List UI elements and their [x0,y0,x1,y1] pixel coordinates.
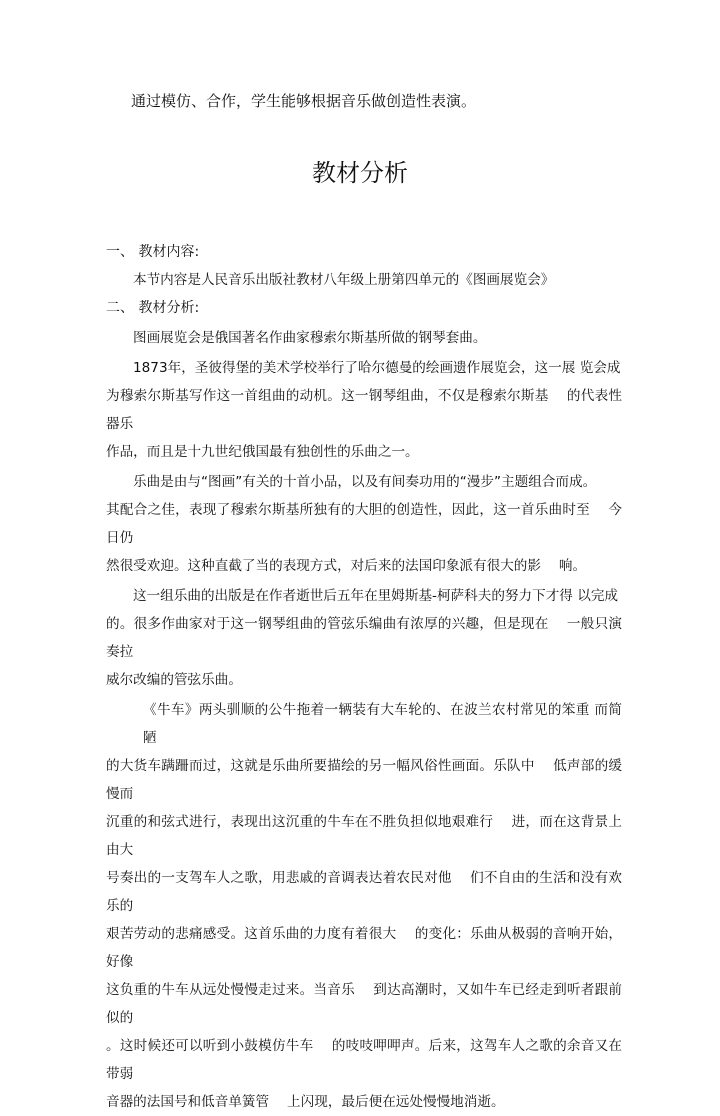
paragraph-line: 这负重的牛车从远处慢慢走过来。当音乐 到达高潮时，又如牛车已经走到听者跟前似的 [106,982,622,1026]
paragraph-line: 本节内容是人民音乐出版社教材八年级上册第四单元的《图画展览会》 [133,272,555,288]
document-body [106,238,622,1116]
paragraph-line: 作品，而且是十九世纪俄国最有独创性的乐曲之一。 [106,444,419,460]
paragraph-line: 其配合之佳，表现了穆索尔斯基所独有的大胆的创造性，因此，这一首乐曲时至 今日仍 [106,502,622,546]
paragraph-line: 乐曲是由与“图画”有关的十首小品，以及有间奏功用的“漫步”主题组合而成。 [133,474,597,490]
paragraph-line: 。这时候还可以听到小鼓模仿牛车 的吱吱呷呷声。后来，这驾车人之歌的余音又在带弱 [106,1038,622,1082]
paragraph-line: 沉重的和弦式进行，表现出这沉重的牛车在不胜负担似地艰难行 进，而在这背景上由大 [106,814,622,858]
intro-text: 通过模仿、合作，学生能够根据音乐做创造性表演。 [131,92,477,110]
paragraph-line: 图画展览会是俄国著名作曲家穆索尔斯基所做的钢琴套曲。 [133,330,487,346]
paragraph-line: 然很受欢迎。这种直截了当的表现方式，对后来的法国印象派有很大的影 响。 [106,558,587,574]
page-title: 教材分析 [312,159,408,187]
paragraph-line: 1873年，圣彼得堡的美术学校举行了哈尔德曼的绘画遗作展览会，这一展 览会成 [133,360,621,376]
section-heading-analysis: 二、 教材分析: [106,300,200,316]
paragraph-line: 这一组乐曲的出版是在作者逝世后五年在里姆斯基-柯萨科夫的努力下才得 以完成 [133,588,619,604]
paragraph-line: 的大货车蹒跚而过，这就是乐曲所要描绘的另一幅风俗性画面。乐队中 低声部的缓慢而 [106,758,622,802]
paragraph-line: 艰苦劳动的悲痛感受。这首乐曲的力度有着很大 的变化：乐曲从极弱的音响开始，好像 [106,926,622,970]
paragraph-line: 号奏出的一支驾车人之歌，用悲戚的音调表达着农民对他 们不自由的生活和没有欢乐的 [106,870,622,914]
paragraph-line: 威尔改编的管弦乐曲。 [106,672,242,688]
paragraph-line: 为穆索尔斯基写作这一首组曲的动机。这一钢琴组曲，不仅是穆索尔斯基 的代表性器乐 [106,388,622,432]
paragraph-line: 的。很多作曲家对于这一钢琴组曲的管弦乐编曲有浓厚的兴趣，但是现在 一般只演奏拉 [106,616,622,660]
section-heading-content: 一、 教材内容: [106,244,200,260]
paragraph-line: 音器的法国号和低音单簧管 上闪现，最后便在远处慢慢地消逝。 [106,1094,505,1110]
paragraph-line: 《牛车》两头驯顺的公牛拖着一辆装有大车轮的、在波兰农村常见的笨重 而简陋 [143,702,622,746]
